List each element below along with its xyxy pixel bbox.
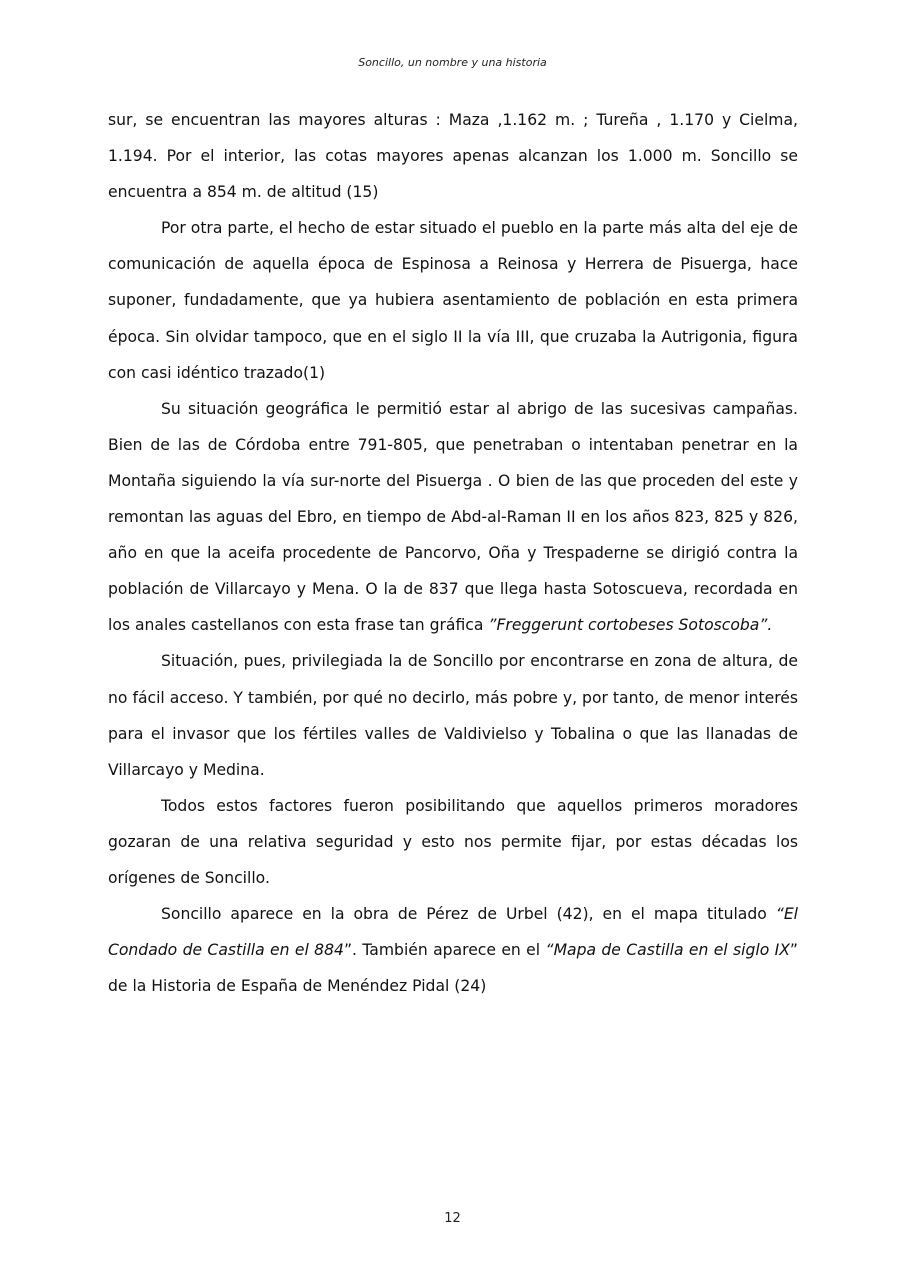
page-number: 12 <box>444 1211 461 1226</box>
latin-quote: ”Freggerunt cortobeses Sotoscoba”. <box>488 616 773 635</box>
paragraph-text: Su situación geográfica le permitió estar al abrigo de las sucesivas campañas. Bien de las de Córdoba entre 791-805, que penetraban o intentaban penetrar en la Montaña siguiendo la vía sur-norte del Pisuerga . O bien de las que proceden del este y remontan las aguas del Ebro, en tiempo de Abd-al-Raman II en los años 823, 825 y 826, año en que la aceifa procedente de Pancorvo, Oña y Trespaderne se dirigió contra la población de Villarcayo y Mena. O la de 837 que llega hasta Sotoscueva, recordada en los anales castellanos con esta frase tan gráfica <box>108 399 798 635</box>
paragraph-text: sur, se encuentran las mayores alturas : Maza ,1.162 m. ; Tureña , 1.170 y Cielma, 1.194. Por el interior, las cotas mayores apenas alcanzan los 1.000 m. Soncillo se encuentra a 854 m. de altitud (15) <box>108 111 798 202</box>
paragraph-text: Situación, pues, privilegiada la de Soncillo por encontrarse en zona de altura, de no fácil acceso. Y también, por qué no decirlo, más pobre y, por tanto, de menor interés para el invasor que los fértiles valles de Valdivielso y Tobalina o que las llanadas de Villarcayo y Medina. <box>108 652 798 779</box>
running-header: Soncillo, un nombre y una historia <box>358 56 547 69</box>
paragraph-text: Todos estos factores fueron posibilitando que aquellos primeros moradores gozaran de una relativa seguridad y esto nos permite fijar, por estas décadas los orígenes de Soncillo. <box>108 796 798 887</box>
body-text <box>108 102 798 1004</box>
paragraph-text: Por otra parte, el hecho de estar situado el pueblo en la parte más alta del eje de comunicación de aquella época de Espinosa a Reinosa y Herrera de Pisuerga, hace suponer, fundadamente, que ya hubiera asentamiento de población en esta primera época. Sin olvidar tampoco, que en el siglo II la vía III, que cruzaba la Autrigonia, figura con casi idéntico trazado(1) <box>108 219 798 382</box>
paragraph-text: ” de la Historia de España de Menéndez Pidal (24) <box>108 941 798 996</box>
paragraph <box>108 210 798 390</box>
paragraph <box>108 391 798 644</box>
paragraph-text: ”. También aparece en el <box>343 941 546 960</box>
map-title: “Mapa de Castilla en el siglo IX <box>545 941 790 960</box>
paragraph <box>108 102 798 210</box>
map-title: “El Condado de Castilla en el 884 <box>108 905 798 960</box>
paragraph <box>108 788 798 896</box>
paragraph-text: Soncillo aparece en la obra de Pérez de Urbel (42), en el mapa titulado <box>161 905 776 924</box>
paragraph <box>108 643 798 787</box>
paragraph <box>108 896 798 1004</box>
